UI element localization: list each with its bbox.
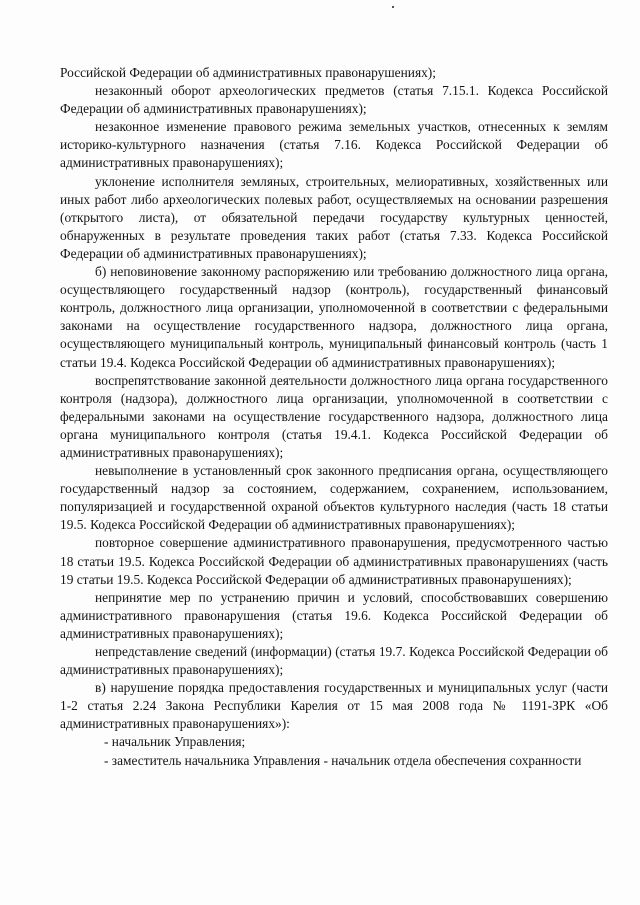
scan-speck [392, 6, 394, 8]
list-item-head: - начальник Управления; [104, 734, 246, 750]
paragraph-article-19-7: непредставление сведений (информации) (статья 19.7. Кодекса Российской Федерации об административных правонарушениях); [60, 644, 608, 678]
document-body [60, 64, 608, 770]
paragraph-article-19-5-part-19: повторное совершение административного правонарушения, предусмотренного частью 18 статьи 19.5. Кодекса Российской Федерации об административных правонарушениях (часть 19 статьи 19.5. Кодекса Российской Федерации об административных правонарушениях); [60, 535, 608, 587]
paragraph-article-19-4-1: воспрепятствование законной деятельности должностного лица органа государственного контроля (надзора), должностного лица организации, уполномоченной в соответствии с федеральными законами на осуществление государственного надзора, должностного лица органа муниципального контроля (статья 19.4.1. Кодекса Российской Федерации об административных правонарушениях); [60, 372, 608, 460]
paragraph-article-7-33: уклонение исполнителя земляных, строительных, мелиоративных, хозяйственных или иных работ либо археологических полевых работ, осуществляемых на основании разрешения (открытого листа), от обязательной передачи государству культурных ценностей, обнаруженных в результате проведения таких работ (статья 7.33. Кодекса Российской Федерации об административных правонарушениях); [60, 173, 608, 261]
paragraph-item-b: б) неповиновение законному распоряжению или требованию должностного лица органа, осуществляющего государственный надзор (контроль), государственный финансовый контроль, должностного лица организации, уполномоченной в соответствии с федеральными законами на осуществление государственного надзора, должностного лица органа, осуществляющего муниципальный контроль, муниципальный финансовый контроль (часть 1 статьи 19.4. Кодекса Российской Федерации об административных правонарушениях); [60, 264, 608, 370]
list-item-deputy-head: - заместитель начальника Управления - начальник отдела обеспечения сохранности [104, 752, 582, 768]
paragraph-item-v: в) нарушение порядка предоставления государственных и муниципальных услуг (части 1-2 статья 2.24 Закона Республики Карелия от 15 мая 2008 года № 1191-ЗРК «Об административных правонарушениях»): [60, 680, 608, 732]
paragraph-article-7-16: незаконное изменение правового режима земельных участков, отнесенных к землям историко-культурного назначения (статья 7.16. Кодекса Российской Федерации об административных правонарушениях); [60, 119, 608, 171]
paragraph-continuation: Российской Федерации об административных правонарушениях); [60, 65, 436, 80]
paragraph-article-19-5-part-18: невыполнение в установленный срок законного предписания органа, осуществляющего государственный надзор за состоянием, содержанием, сохранением, использованием, популяризацией и государственной охраной объектов культурного наследия (часть 18 статьи 19.5. Кодекса Российской Федерации об административных правонарушениях); [60, 463, 608, 533]
paragraph-article-19-6: непринятие мер по устранению причин и условий, способствовавших совершению административного правонарушения (статья 19.6. Кодекса Российской Федерации об административных правонарушениях); [60, 589, 608, 641]
paragraph-article-7-15-1: незаконный оборот археологических предметов (статья 7.15.1. Кодекса Российской Федерации об административных правонарушениях); [60, 83, 608, 117]
